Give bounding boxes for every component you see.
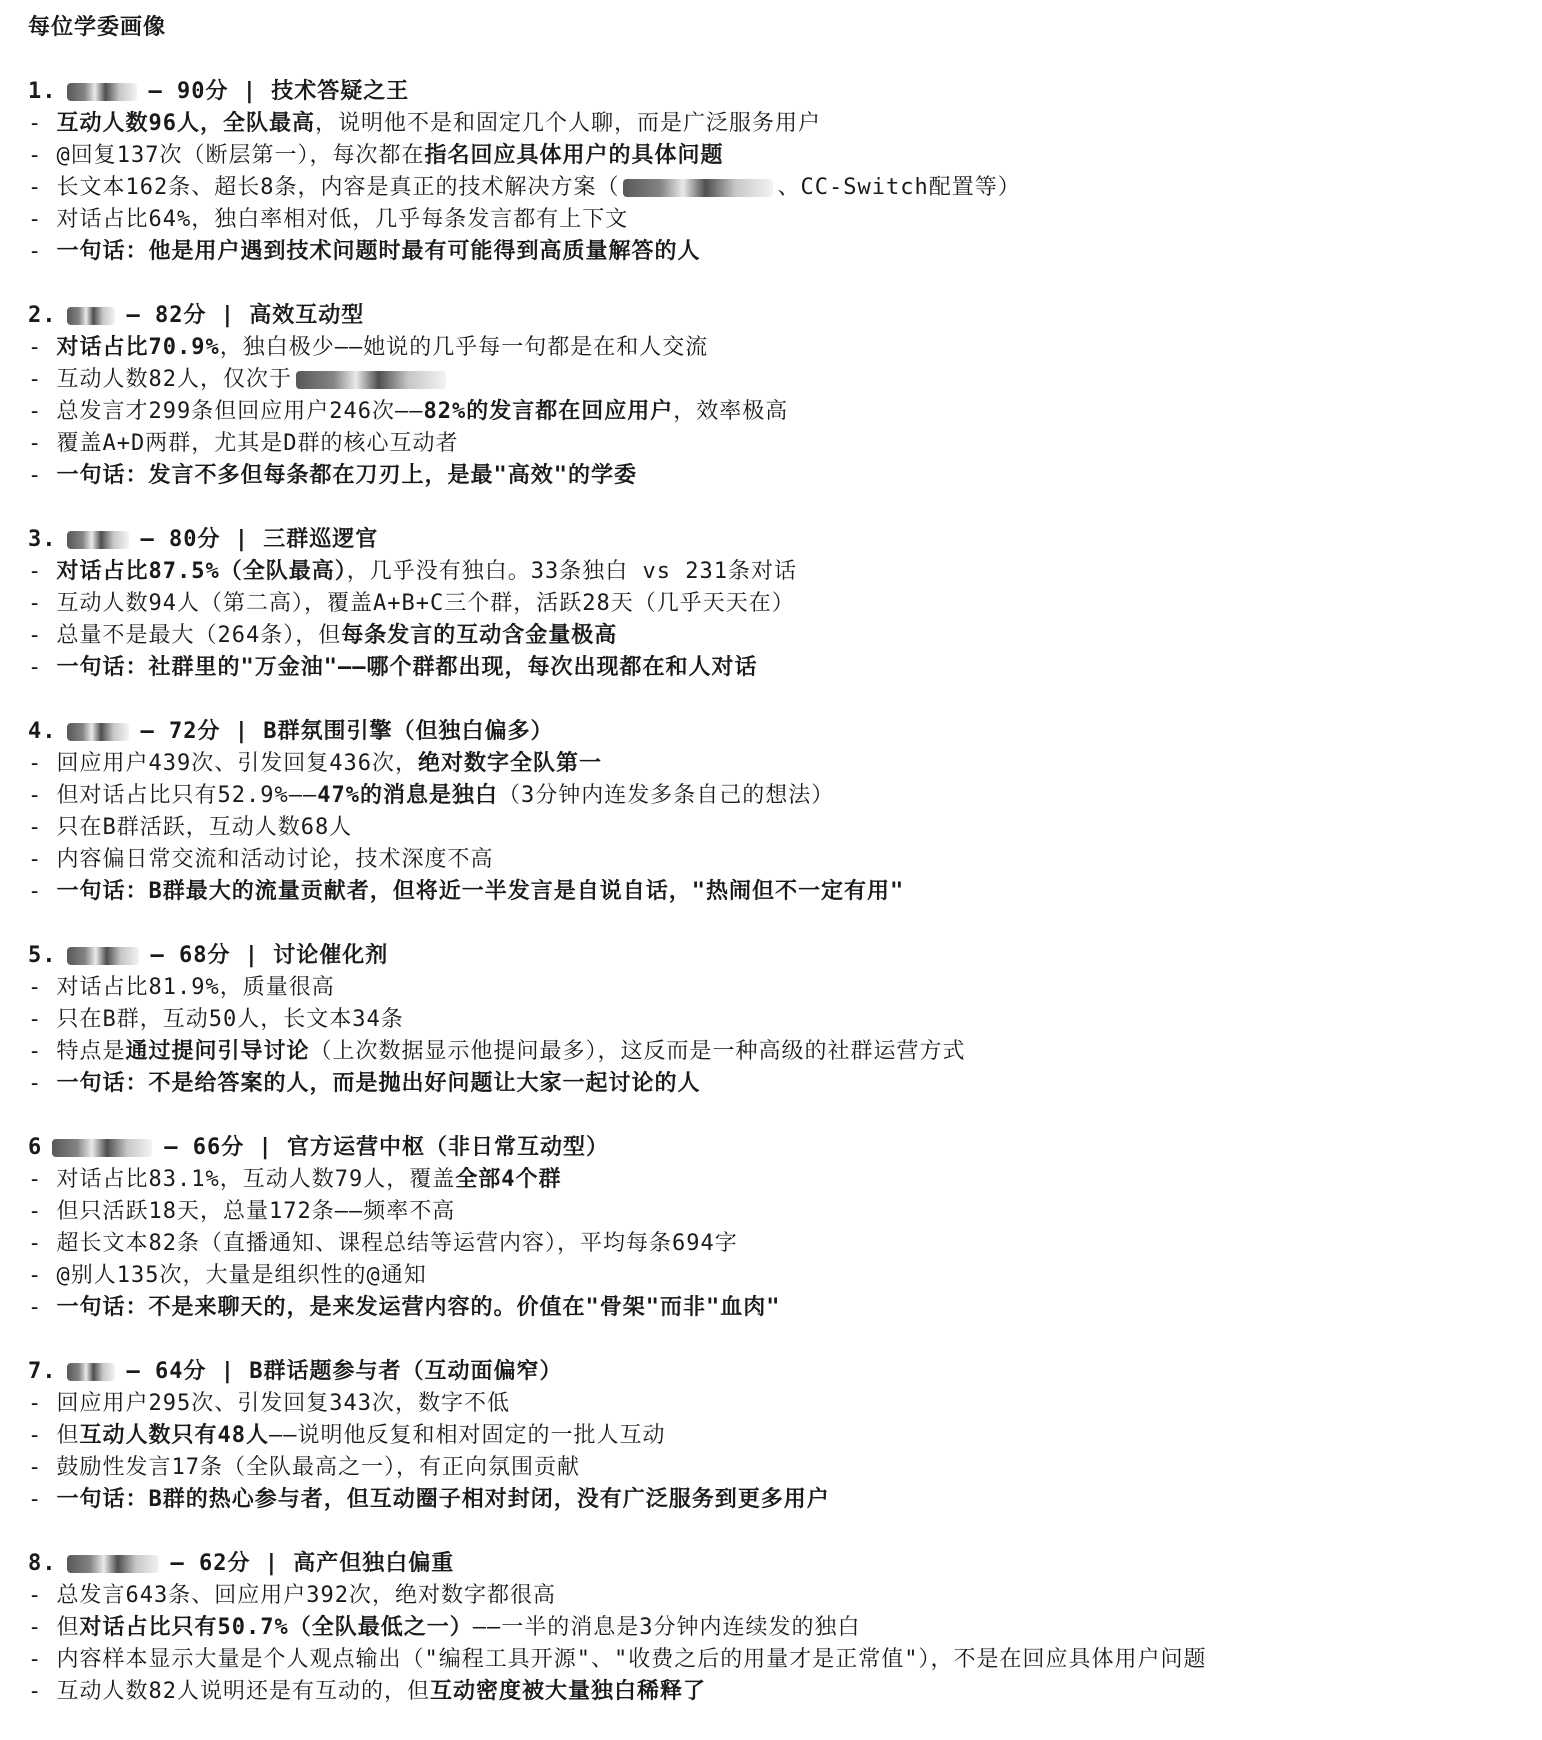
body-text: - 对话占比64%，独白率相对低，几乎每条发言都有上下文 xyxy=(28,207,629,232)
bullet-line xyxy=(28,1452,1518,1484)
rank-number: 5. xyxy=(28,943,57,968)
bullet-line xyxy=(28,1484,1518,1516)
body-text: - xyxy=(28,1071,57,1096)
document xyxy=(28,12,1518,1740)
score-and-title: – 66分 | 官方运营中枢（非日常互动型） xyxy=(164,1135,609,1160)
portrait-section xyxy=(28,1356,1518,1516)
bullet-line xyxy=(28,1260,1518,1292)
bullet-line xyxy=(28,204,1518,236)
body-text: - 但只活跃18天，总量172条——频率不高 xyxy=(28,1199,456,1224)
body-text: - 内容样本显示大量是个人观点输出（"编程工具开源"、"收费之后的用量才是正常值"），不是在回应具体用户问题 xyxy=(28,1647,1207,1672)
redacted-name xyxy=(67,1555,159,1573)
body-text: - 内容偏日常交流和活动讨论，技术深度不高 xyxy=(28,847,494,872)
redacted-text xyxy=(296,371,446,389)
body-text: ，说明他不是和固定几个人聊，而是广泛服务用户 xyxy=(315,111,822,136)
section-heading xyxy=(28,1132,1518,1164)
body-text: - 对话占比81.9%，质量很高 xyxy=(28,975,335,1000)
redacted-name xyxy=(52,1139,152,1157)
section-heading xyxy=(28,300,1518,332)
bullet-line xyxy=(28,1644,1518,1676)
emphasis-text: 通过提问引导讨论 xyxy=(125,1039,310,1064)
body-text: - 回应用户439次、引发回复436次， xyxy=(28,751,418,776)
section-heading xyxy=(28,1548,1518,1580)
body-text: - xyxy=(28,1487,57,1512)
body-text: - 只在B群活跃，互动人数68人 xyxy=(28,815,353,840)
body-text: - xyxy=(28,1295,57,1320)
bullet-line xyxy=(28,236,1518,268)
rank-number: 8. xyxy=(28,1551,57,1576)
bullet-line xyxy=(28,972,1518,1004)
body-text: - xyxy=(28,463,57,488)
portrait-section xyxy=(28,1132,1518,1324)
emphasis-text: 每条发言的互动含金量极高 xyxy=(341,623,618,648)
bullet-line xyxy=(28,1580,1518,1612)
body-text: - 互动人数82人，仅次于 xyxy=(28,367,292,392)
bullet-line xyxy=(28,364,1518,396)
emphasis-text: 47%的消息是独白 xyxy=(317,783,498,808)
section-heading xyxy=(28,524,1518,556)
body-text: - 超长文本82条（直播通知、课程总结等运营内容），平均每条694字 xyxy=(28,1231,738,1256)
bullet-line xyxy=(28,1388,1518,1420)
bullet-line xyxy=(28,1676,1518,1708)
score-and-title: – 90分 | 技术答疑之王 xyxy=(148,79,410,104)
rank-number: 3. xyxy=(28,527,57,552)
body-text: - 对话占比83.1%，互动人数79人，覆盖 xyxy=(28,1167,456,1192)
emphasis-text: 指名回应具体用户的具体问题 xyxy=(424,143,724,168)
body-text: - @别人135次，大量是组织性的@通知 xyxy=(28,1263,427,1288)
body-text: - 但对话占比只有52.9%—— xyxy=(28,783,318,808)
redacted-name xyxy=(67,1363,115,1381)
score-and-title: – 82分 | 高效互动型 xyxy=(126,303,365,328)
score-and-title: – 62分 | 高产但独白偏重 xyxy=(170,1551,455,1576)
body-text: - 总发言才299条但回应用户246次—— xyxy=(28,399,424,424)
bullet-line xyxy=(28,1036,1518,1068)
body-text: ，几乎没有独白。33条独白 vs 231条对话 xyxy=(346,559,797,584)
portrait-section xyxy=(28,940,1518,1100)
section-heading xyxy=(28,940,1518,972)
body-text: - 互动人数82人说明还是有互动的，但 xyxy=(28,1679,430,1704)
body-text: - 但 xyxy=(28,1615,80,1640)
bullet-line xyxy=(28,332,1518,364)
body-text: - xyxy=(28,335,57,360)
body-text: ——一半的消息是3分钟内连续发的独白 xyxy=(472,1615,861,1640)
body-text: - 但 xyxy=(28,1423,80,1448)
bullet-line xyxy=(28,780,1518,812)
score-and-title: – 68分 | 讨论催化剂 xyxy=(150,943,389,968)
body-text: - xyxy=(28,559,57,584)
bullet-line xyxy=(28,748,1518,780)
body-text: - 总量不是最大（264条），但 xyxy=(28,623,342,648)
body-text: - xyxy=(28,111,57,136)
bullet-line xyxy=(28,172,1518,204)
bullet-line xyxy=(28,1228,1518,1260)
section-heading xyxy=(28,76,1518,108)
portrait-section xyxy=(28,524,1518,684)
body-text: - 长文本162条、超长8条，内容是真正的技术解决方案（ xyxy=(28,175,620,200)
body-text: - xyxy=(28,879,57,904)
redacted-text xyxy=(623,179,773,197)
section-heading xyxy=(28,1356,1518,1388)
emphasis-text: 82%的发言都在回应用户 xyxy=(423,399,674,424)
redacted-name xyxy=(67,947,139,965)
document-title: 每位学委画像 xyxy=(28,15,167,40)
bullet-line xyxy=(28,652,1518,684)
body-text: - @回复137次（断层第一），每次都在 xyxy=(28,143,425,168)
body-text: ，独白极少——她说的几乎每一句都是在和人交流 xyxy=(219,335,709,360)
body-text: - 总发言643条、回应用户392次，绝对数字都很高 xyxy=(28,1583,556,1608)
bullet-line xyxy=(28,620,1518,652)
bullet-line xyxy=(28,460,1518,492)
bullet-line xyxy=(28,588,1518,620)
portrait-section xyxy=(28,76,1518,268)
redacted-name xyxy=(67,723,129,741)
bullet-line xyxy=(28,140,1518,172)
emphasis-text: 一句话：B群的热心参与者，但互动圈子相对封闭，没有广泛服务到更多用户 xyxy=(56,1487,830,1512)
bullet-line xyxy=(28,556,1518,588)
score-and-title: – 72分 | B群氛围引擎（但独白偏多） xyxy=(140,719,554,744)
emphasis-text: 一句话：社群里的"万金油"——哪个群都出现，每次出现都在和人对话 xyxy=(56,655,758,680)
bullet-line xyxy=(28,396,1518,428)
bullet-line xyxy=(28,812,1518,844)
body-text: - 鼓励性发言17条（全队最高之一），有正向氛围贡献 xyxy=(28,1455,580,1480)
bullet-line xyxy=(28,1612,1518,1644)
emphasis-text: 全部4个群 xyxy=(455,1167,562,1192)
emphasis-text: 对话占比只有50.7%（全队最低之一） xyxy=(79,1615,473,1640)
emphasis-text: 一句话：不是给答案的人，而是抛出好问题让大家一起讨论的人 xyxy=(56,1071,701,1096)
body-text: - 覆盖A+D两群，尤其是D群的核心互动者 xyxy=(28,431,459,456)
emphasis-text: 一句话：B群最大的流量贡献者，但将近一半发言是自说自话，"热闹但不一定有用" xyxy=(56,879,905,904)
bullet-line xyxy=(28,108,1518,140)
portrait-section xyxy=(28,716,1518,908)
emphasis-text: 一句话：不是来聊天的，是来发运营内容的。价值在"骨架"而非"血肉" xyxy=(56,1295,781,1320)
emphasis-text: 一句话：他是用户遇到技术问题时最有可能得到高质量解答的人 xyxy=(56,239,701,264)
bullet-line xyxy=(28,1420,1518,1452)
score-and-title: – 64分 | B群话题参与者（互动面偏窄） xyxy=(126,1359,563,1384)
body-text: - 特点是 xyxy=(28,1039,126,1064)
body-text: - xyxy=(28,239,57,264)
emphasis-text: 互动人数只有48人 xyxy=(79,1423,269,1448)
bullet-line xyxy=(28,1164,1518,1196)
bullet-line xyxy=(28,1004,1518,1036)
body-text: - 回应用户295次、引发回复343次，数字不低 xyxy=(28,1391,510,1416)
rank-number: 7. xyxy=(28,1359,57,1384)
rank-number: 6 xyxy=(28,1135,43,1160)
sections-container xyxy=(28,76,1518,1708)
body-text: ，效率极高 xyxy=(673,399,789,424)
bullet-line xyxy=(28,1292,1518,1324)
score-and-title: – 80分 | 三群巡逻官 xyxy=(140,527,379,552)
bullet-line xyxy=(28,1196,1518,1228)
emphasis-text: 互动密度被大量独白稀释了 xyxy=(429,1679,706,1704)
rank-number: 2. xyxy=(28,303,57,328)
body-text: （上次数据显示他提问最多），这反而是一种高级的社群运营方式 xyxy=(309,1039,966,1064)
emphasis-text: 绝对数字全队第一 xyxy=(417,751,602,776)
section-heading xyxy=(28,716,1518,748)
rank-number: 4. xyxy=(28,719,57,744)
emphasis-text: 对话占比70.9% xyxy=(56,335,220,360)
bullet-line xyxy=(28,844,1518,876)
body-text: - 互动人数94人（第二高），覆盖A+B+C三个群，活跃28天（几乎天天在） xyxy=(28,591,795,616)
bullet-line xyxy=(28,1068,1518,1100)
bullet-line xyxy=(28,876,1518,908)
body-text: - xyxy=(28,655,57,680)
redacted-name xyxy=(67,531,129,549)
emphasis-text: 一句话：发言不多但每条都在刀刃上，是最"高效"的学委 xyxy=(56,463,637,488)
body-text: - 只在B群，互动50人，长文本34条 xyxy=(28,1007,404,1032)
emphasis-text: 互动人数96人，全队最高 xyxy=(56,111,315,136)
portrait-section xyxy=(28,1548,1518,1708)
rank-number: 1. xyxy=(28,79,57,104)
redacted-name xyxy=(67,307,115,325)
body-text: （3分钟内连发多条自己的想法） xyxy=(497,783,835,808)
body-text: 、CC-Switch配置等） xyxy=(777,175,1021,200)
redacted-name xyxy=(67,83,137,101)
bullet-line xyxy=(28,428,1518,460)
emphasis-text: 对话占比87.5%（全队最高） xyxy=(56,559,347,584)
body-text: ——说明他反复和相对固定的一批人互动 xyxy=(269,1423,666,1448)
portrait-section xyxy=(28,300,1518,492)
